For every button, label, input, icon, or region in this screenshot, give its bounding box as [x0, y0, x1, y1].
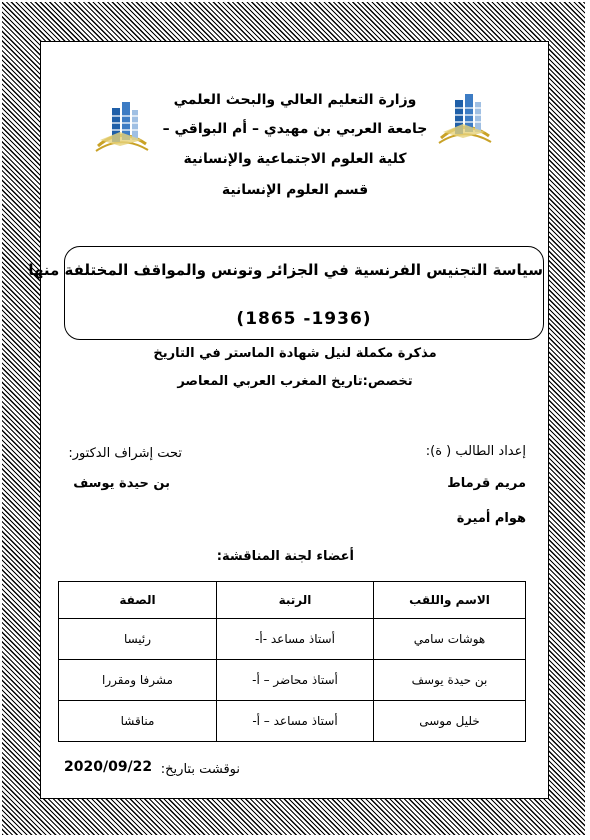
- member-rank: أستاذ محاضر – أ-: [217, 660, 374, 701]
- university-name: جامعة العربي بن مهيدي – أم البواقي –: [162, 121, 428, 137]
- header-rank: الرتبة: [217, 582, 374, 619]
- header-role: الصفة: [59, 582, 217, 619]
- student-name-2: هوام أميرة: [456, 511, 526, 526]
- table-row: [59, 701, 526, 742]
- member-role: مشرفا ومقررا: [59, 660, 217, 701]
- thesis-title-box: [28, 246, 544, 340]
- member-rank: أستاذ مساعد – أ-: [217, 701, 374, 742]
- table-row: [59, 660, 526, 701]
- students-label: إعداد الطالب ( ة):: [425, 444, 526, 459]
- member-name: خليل موسى: [374, 701, 526, 742]
- table-header-row: [59, 582, 526, 619]
- faculty-name: كلية العلوم الاجتماعية والإنسانية: [183, 151, 407, 167]
- department-name: قسم العلوم الإنسانية: [221, 182, 369, 198]
- supervisor-label: تحت إشراف الدكتور:: [68, 446, 182, 461]
- header-name: الاسم واللقب: [374, 582, 526, 619]
- member-name: هوشات سامي: [374, 619, 526, 660]
- defense-date: 2020/09/22: [64, 759, 153, 775]
- committee-table: [58, 581, 526, 742]
- member-name: بن حيدة يوسف: [374, 660, 526, 701]
- memo-purpose: مذكرة مكملة لنيل شهادة الماستر في التاريخ: [153, 346, 437, 361]
- table-row: [59, 619, 526, 660]
- thesis-period: (1865 -1936): [236, 309, 372, 329]
- defense-date-label: نوقشت بتاريخ:: [160, 762, 240, 777]
- ministry-name: وزارة التعليم العالي والبحث العلمي: [173, 92, 417, 108]
- member-rank: أستاذ مساعد -أ-: [217, 619, 374, 660]
- committee-heading: أعضاء لجنة المناقشة:: [216, 549, 354, 564]
- member-role: مناقشا: [59, 701, 217, 742]
- member-role: رئيسا: [59, 619, 217, 660]
- thesis-title: سياسة التجنيس الفرنسية في الجزائر وتونس والمواقف المختلفة منها: [28, 261, 543, 279]
- supervisor-name: بن حيدة يوسف: [73, 476, 170, 491]
- student-name-1: مريم قرماط: [447, 476, 526, 491]
- memo-specialty: تخصص:تاريخ المغرب العربي المعاصر: [177, 374, 413, 389]
